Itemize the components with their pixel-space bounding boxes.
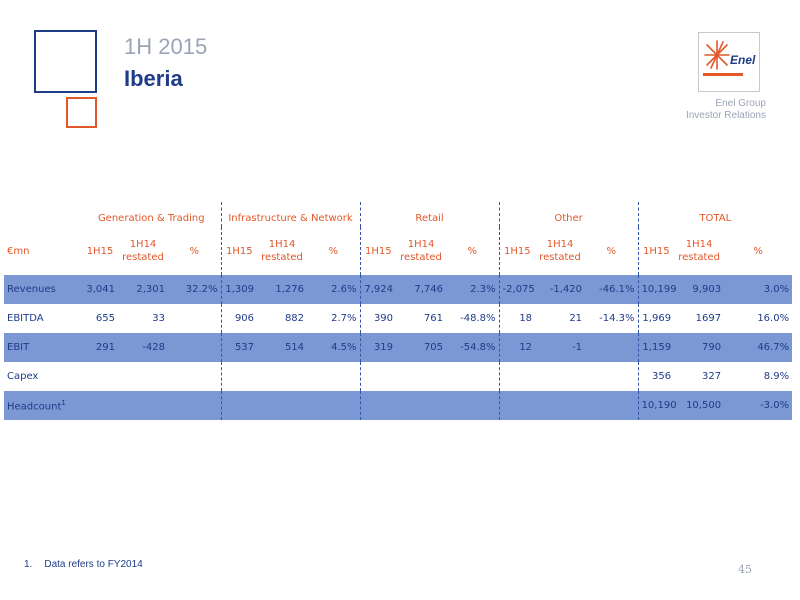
table-cell: [257, 391, 307, 420]
col-header-1h14-restated: [396, 227, 446, 275]
table-cell: [307, 391, 360, 420]
col-header-1h14-restated: [674, 227, 724, 275]
col-header-pct: %: [168, 227, 221, 275]
col-header-1h15: 1H15: [86, 245, 114, 257]
table-cell: [446, 362, 499, 391]
page-title: Iberia: [124, 66, 183, 91]
table-cell: 10,199: [638, 275, 674, 304]
table-cell: -2,075: [499, 275, 535, 304]
table-cell: [82, 391, 118, 420]
col-header-1h15: 1H15: [225, 245, 253, 257]
col-header-1h14: 1H14: [546, 239, 574, 250]
col-header-1h15: 1H15: [364, 245, 392, 257]
col-header-pct: %: [307, 227, 360, 275]
row-label: [4, 333, 82, 362]
col-header-restated: restated: [400, 252, 442, 263]
table-cell: [118, 362, 168, 391]
col-header-restated: restated: [122, 252, 164, 263]
table-cell: [168, 391, 221, 420]
enel-logo-icon: [698, 32, 760, 92]
table-cell: 514: [257, 333, 307, 362]
table-cell: -54.8%: [446, 333, 499, 362]
segment-generation-trading: Generation & Trading: [82, 202, 221, 227]
table-cell: 7,746: [396, 275, 446, 304]
table-cell: 1697: [695, 313, 722, 324]
col-header-1h14: 1H14: [129, 239, 157, 250]
footnote: [24, 559, 143, 570]
col-header-1h15: 1H15: [643, 245, 670, 257]
col-header-1h15: 1H15: [503, 245, 531, 257]
table-cell: 33: [152, 313, 165, 324]
table-cell: 21: [569, 313, 583, 324]
col-header-restated: restated: [539, 252, 581, 263]
footnote-ref: 1: [61, 398, 66, 407]
table-cell: [221, 391, 257, 420]
segment-retail: Retail: [360, 202, 499, 227]
col-header-pct: %: [446, 227, 499, 275]
table-row-revenues: [4, 275, 792, 304]
table-cell: 3,041: [82, 275, 118, 304]
table-cell: 327: [701, 371, 722, 382]
table-cell: -428: [118, 333, 168, 362]
table-cell: 705: [396, 333, 446, 362]
col-header-1h14: 1H14: [407, 239, 435, 250]
table-cell: 12: [499, 333, 535, 362]
table-cell: 2.3%: [446, 275, 499, 304]
table-cell: [446, 391, 499, 420]
table-cell: 1,969: [642, 313, 672, 324]
table-cell: -3.0%: [724, 391, 792, 420]
table-row-capex: [4, 362, 792, 391]
table-cell: 291: [82, 333, 118, 362]
col-header-1h14: 1H14: [685, 239, 713, 250]
table-cell: [168, 333, 221, 362]
table-cell: -46.1%: [585, 275, 638, 304]
table-cell: [360, 362, 396, 391]
footnote-text: Data refers to FY2014: [44, 559, 143, 570]
table-cell: [396, 391, 446, 420]
table-cell: 1,309: [221, 275, 257, 304]
decorative-blue-square: [34, 30, 97, 93]
table-cell: 882: [284, 313, 305, 324]
row-label-text: EBITDA: [7, 313, 44, 324]
table-cell: [307, 362, 360, 391]
table-cell: 390: [373, 313, 394, 324]
table-cell: [396, 362, 446, 391]
table-cell: 2.6%: [307, 275, 360, 304]
col-header-restated: restated: [678, 252, 720, 263]
table-cell: [221, 362, 257, 391]
table-cell: 46.7%: [724, 333, 792, 362]
table-cell: 761: [423, 313, 444, 324]
col-header-pct: %: [585, 227, 638, 275]
row-label: [4, 275, 82, 304]
table-row-ebit: [4, 333, 792, 362]
row-label: [4, 362, 82, 391]
table-cell: [82, 362, 118, 391]
row-label: [4, 304, 82, 333]
table-cell: [499, 391, 535, 420]
col-header-1h14: 1H14: [268, 239, 296, 250]
table-cell: [585, 333, 638, 362]
table-cell: [168, 362, 221, 391]
table-cell: 790: [674, 333, 724, 362]
page-subtitle: 1H 2015: [124, 34, 208, 59]
table-cell: 16.0%: [757, 313, 790, 324]
table-cell: [535, 362, 585, 391]
table-cell: 4.5%: [307, 333, 360, 362]
table-cell: 10,500: [674, 391, 724, 420]
table-cell: -48.8%: [446, 304, 499, 333]
segment-other: Other: [499, 202, 638, 227]
col-header-pct: %: [753, 245, 763, 257]
table-cell: -14.3%: [585, 304, 638, 333]
table-cell: 2,301: [118, 275, 168, 304]
table-cell: [585, 362, 638, 391]
decorative-orange-square: [66, 97, 97, 128]
table-cell: 32.2%: [168, 275, 221, 304]
company-name: Enel Group: [715, 98, 766, 109]
table-row-ebitda: [4, 304, 792, 333]
iberia-financials-table: [4, 202, 792, 420]
table-cell: 2.7%: [307, 304, 360, 333]
segment-total: TOTAL: [699, 213, 732, 224]
col-header-1h14-restated: [257, 227, 307, 275]
col-header-restated: restated: [261, 252, 303, 263]
segment-header-row: [4, 202, 792, 227]
table-cell: [118, 391, 168, 420]
table-cell: 18: [519, 313, 533, 324]
table-row-headcount: [4, 391, 792, 420]
table-cell: [168, 304, 221, 333]
table-cell: [499, 362, 535, 391]
segment-infrastructure-network: Infrastructure & Network: [221, 202, 360, 227]
row-label: [4, 391, 82, 420]
page-number: 45: [738, 563, 752, 576]
col-header-1h14-restated: [535, 227, 585, 275]
company-department: Investor Relations: [685, 110, 766, 121]
table-cell: 8.9%: [763, 371, 790, 382]
logo-wordmark: Enel: [730, 53, 756, 67]
table-cell: 537: [221, 333, 257, 362]
table-cell: 9,903: [674, 275, 724, 304]
col-header-1h14-restated: [118, 227, 168, 275]
unit-label: €mn: [7, 245, 30, 257]
table-cell: 356: [651, 371, 672, 382]
table-cell: -1,420: [535, 275, 585, 304]
table-cell: [360, 391, 396, 420]
row-label-text: Revenues: [7, 284, 56, 295]
table-cell: 1,159: [638, 333, 674, 362]
table-cell: 10,190: [638, 391, 674, 420]
table-cell: 655: [95, 313, 115, 324]
table-cell: [585, 391, 638, 420]
table-cell: 3.0%: [724, 275, 792, 304]
row-label-text: EBIT: [7, 342, 30, 353]
company-label: [686, 98, 766, 122]
table-cell: [535, 391, 585, 420]
table-cell: 906: [234, 313, 255, 324]
segment-header-empty: [4, 202, 82, 227]
table-cell: -1: [535, 333, 585, 362]
footnote-number: 1.: [24, 559, 33, 570]
table-cell: 319: [360, 333, 396, 362]
row-label-text: Capex: [7, 371, 39, 382]
table-cell: 7,924: [360, 275, 396, 304]
table-cell: 1,276: [257, 275, 307, 304]
row-label-text: Headcount: [7, 401, 62, 413]
column-header-row: [4, 227, 792, 275]
table-cell: [257, 362, 307, 391]
